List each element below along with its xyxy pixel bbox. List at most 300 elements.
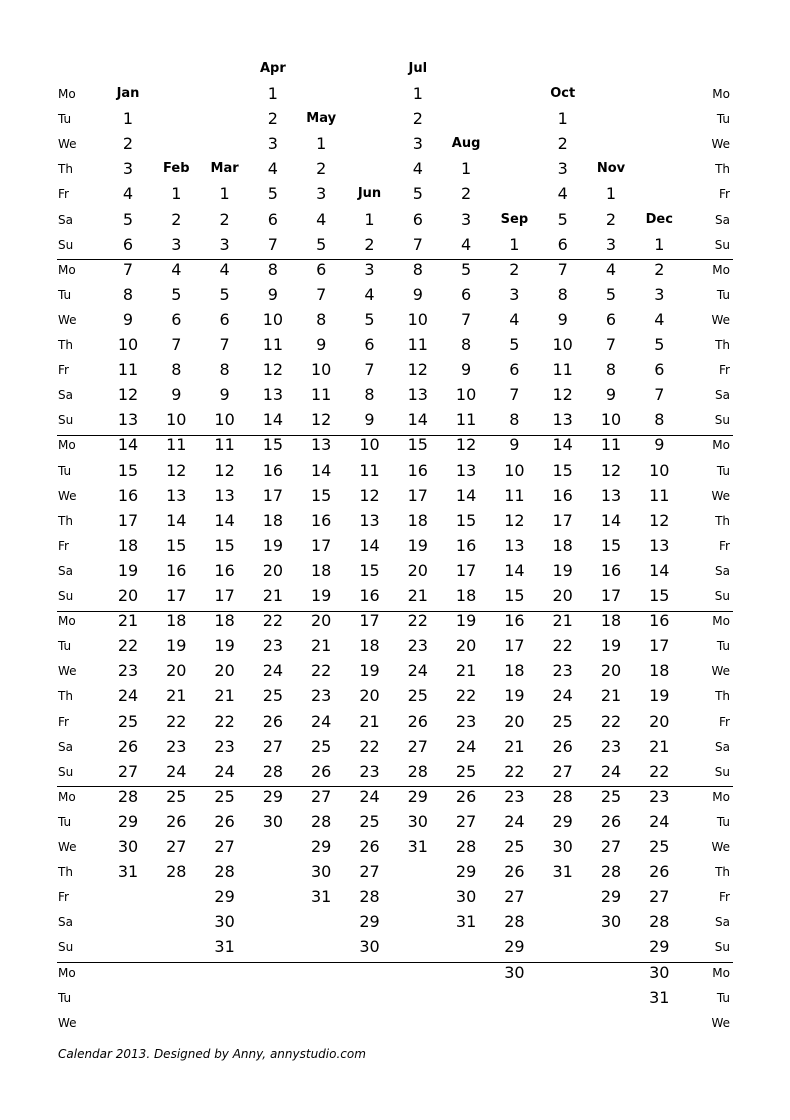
day-number: 26 xyxy=(117,736,139,756)
day-number: 27 xyxy=(407,736,428,756)
day-number: 30 xyxy=(359,937,380,957)
day-number: 2 xyxy=(219,209,230,229)
day-number: 1 xyxy=(364,209,375,229)
weekday-label-left: Su xyxy=(58,764,74,779)
day-number: 29 xyxy=(359,912,380,932)
day-number: 1 xyxy=(654,234,665,254)
day-number: 14 xyxy=(117,435,139,455)
day-number: 3 xyxy=(219,234,230,254)
day-number: 12 xyxy=(600,460,622,480)
day-number: 24 xyxy=(214,761,235,781)
day-number: 6 xyxy=(509,360,520,380)
weekday-label-right: We xyxy=(711,137,730,152)
day-number: 11 xyxy=(504,485,525,505)
day-number: 6 xyxy=(267,209,278,229)
day-number: 18 xyxy=(262,510,284,530)
day-number: 3 xyxy=(461,209,472,229)
day-number: 23 xyxy=(552,661,573,681)
month-header-dec: Dec xyxy=(645,211,673,227)
weekday-label-right: Su xyxy=(714,764,730,779)
day-number: 7 xyxy=(122,259,134,279)
day-number: 20 xyxy=(214,661,235,681)
day-number: 4 xyxy=(557,184,568,204)
day-number: 30 xyxy=(262,811,284,831)
day-number: 11 xyxy=(117,360,139,380)
day-number: 25 xyxy=(214,786,235,806)
day-number: 16 xyxy=(359,586,380,605)
weekday-label-right: Mo xyxy=(712,789,730,804)
day-number: 27 xyxy=(311,786,332,806)
day-number: 2 xyxy=(122,134,134,154)
day-number: 4 xyxy=(605,259,617,279)
day-number: 13 xyxy=(117,410,139,430)
day-number: 20 xyxy=(311,611,332,631)
day-number: 28 xyxy=(552,786,573,806)
day-number: 23 xyxy=(600,736,622,756)
day-number: 6 xyxy=(219,309,230,329)
weekday-label-left: Su xyxy=(58,237,74,252)
day-number: 15 xyxy=(649,586,670,605)
day-number: 9 xyxy=(654,435,665,455)
day-number: 12 xyxy=(214,460,235,480)
day-number: 22 xyxy=(600,711,622,731)
day-number: 28 xyxy=(117,786,139,806)
day-number: 1 xyxy=(605,184,617,204)
day-number: 17 xyxy=(600,586,622,605)
weekday-label-right: Tu xyxy=(716,990,730,1005)
month-header-jun: Jun xyxy=(357,186,382,202)
day-number: 9 xyxy=(557,309,568,329)
day-number: 11 xyxy=(407,335,428,354)
day-number: 2 xyxy=(461,184,472,204)
day-number: 28 xyxy=(262,761,284,781)
weekday-label-left: Fr xyxy=(58,714,69,729)
day-number: 2 xyxy=(605,209,617,229)
day-number: 14 xyxy=(407,410,428,430)
weekday-label-right: Mo xyxy=(712,438,730,453)
weekday-label-left: Tu xyxy=(58,112,72,127)
day-number: 20 xyxy=(166,661,187,681)
day-number: 16 xyxy=(214,560,235,580)
day-number: 29 xyxy=(600,887,622,907)
weekday-label-left: Fr xyxy=(58,187,69,202)
day-number: 7 xyxy=(412,234,423,254)
day-number: 16 xyxy=(649,611,670,631)
day-number: 15 xyxy=(552,460,573,480)
weekday-label-left: Sa xyxy=(58,563,73,578)
day-number: 24 xyxy=(262,661,284,681)
day-number: 5 xyxy=(364,309,375,329)
day-number: 10 xyxy=(117,335,139,354)
weekday-label-left: Sa xyxy=(58,739,73,754)
day-number: 31 xyxy=(407,837,428,856)
weekday-label-left: Sa xyxy=(58,388,73,403)
day-number: 4 xyxy=(509,309,520,329)
day-number: 18 xyxy=(504,661,525,681)
day-number: 14 xyxy=(552,435,573,455)
day-number: 26 xyxy=(166,811,187,831)
day-number: 24 xyxy=(407,661,428,681)
day-number: 3 xyxy=(267,134,278,154)
day-number: 30 xyxy=(117,837,139,856)
day-number: 24 xyxy=(311,711,332,731)
day-number: 14 xyxy=(600,510,622,530)
weekday-label-left: Su xyxy=(58,413,74,428)
day-number: 9 xyxy=(267,284,278,304)
day-number: 10 xyxy=(407,309,428,329)
day-number: 18 xyxy=(600,611,622,631)
day-number: 9 xyxy=(605,385,617,405)
day-number: 25 xyxy=(552,711,573,731)
day-number: 4 xyxy=(364,284,375,304)
day-number: 17 xyxy=(649,636,670,656)
day-number: 24 xyxy=(649,811,670,831)
day-number: 18 xyxy=(359,636,380,656)
day-number: 12 xyxy=(504,510,525,530)
day-number: 1 xyxy=(461,159,472,179)
day-number: 28 xyxy=(649,912,670,932)
month-header-jul: Jul xyxy=(408,60,428,76)
weekday-label-right: Su xyxy=(714,237,730,252)
day-number: 4 xyxy=(122,184,134,204)
day-number: 13 xyxy=(649,535,670,555)
day-number: 17 xyxy=(117,510,139,530)
day-number: 9 xyxy=(412,284,423,304)
day-number: 24 xyxy=(166,761,187,781)
day-number: 21 xyxy=(359,711,380,731)
day-number: 18 xyxy=(455,586,477,605)
day-number: 5 xyxy=(461,259,472,279)
day-number: 3 xyxy=(364,259,375,279)
day-number: 13 xyxy=(552,410,573,430)
day-number: 19 xyxy=(649,686,670,706)
day-number: 17 xyxy=(262,485,284,505)
day-number: 18 xyxy=(649,661,670,681)
day-number: 24 xyxy=(552,686,573,706)
day-number: 29 xyxy=(214,887,235,907)
day-number: 21 xyxy=(552,611,573,631)
day-number: 5 xyxy=(412,184,423,204)
day-number: 25 xyxy=(262,686,284,706)
day-number: 10 xyxy=(262,309,284,329)
day-number: 31 xyxy=(117,862,139,882)
day-number: 4 xyxy=(171,259,182,279)
day-number: 30 xyxy=(552,837,573,856)
day-number: 22 xyxy=(359,736,380,756)
day-number: 7 xyxy=(171,335,182,354)
day-number: 15 xyxy=(600,535,622,555)
day-number: 12 xyxy=(552,385,573,405)
day-number: 31 xyxy=(649,987,670,1007)
day-number: 2 xyxy=(364,234,375,254)
day-number: 7 xyxy=(461,309,472,329)
day-number: 14 xyxy=(359,535,380,555)
weekday-label-right: Su xyxy=(714,589,730,603)
weekday-label-left: Tu xyxy=(58,463,72,478)
month-header-apr: Apr xyxy=(260,60,286,76)
weekday-label-left: We xyxy=(58,840,77,854)
day-number: 7 xyxy=(557,259,568,279)
day-number: 18 xyxy=(214,611,235,631)
day-number: 1 xyxy=(412,84,423,103)
day-number: 29 xyxy=(649,937,670,957)
day-number: 26 xyxy=(262,711,284,731)
day-number: 8 xyxy=(171,360,182,380)
day-number: 20 xyxy=(262,560,284,580)
day-number: 3 xyxy=(316,184,327,204)
day-number: 5 xyxy=(316,234,327,254)
day-number: 16 xyxy=(262,460,284,480)
day-number: 30 xyxy=(407,811,428,831)
weekday-label-left: We xyxy=(58,1015,77,1030)
day-number: 10 xyxy=(214,410,235,430)
day-number: 2 xyxy=(267,109,278,129)
day-number: 16 xyxy=(407,460,428,480)
weekday-label-right: Tu xyxy=(716,814,730,829)
day-number: 25 xyxy=(311,736,332,756)
day-number: 22 xyxy=(262,611,284,631)
day-number: 1 xyxy=(171,184,182,204)
day-number: 10 xyxy=(166,410,187,430)
day-number: 5 xyxy=(219,284,230,304)
day-number: 7 xyxy=(509,385,520,405)
weekday-label-right: Tu xyxy=(716,287,730,302)
day-number: 19 xyxy=(455,611,477,631)
day-number: 21 xyxy=(649,736,670,756)
day-number: 28 xyxy=(214,862,235,882)
day-number: 29 xyxy=(117,811,139,831)
day-number: 15 xyxy=(117,460,139,480)
day-number: 6 xyxy=(412,209,423,229)
day-number: 25 xyxy=(359,811,380,831)
day-number: 27 xyxy=(504,887,525,907)
day-number: 8 xyxy=(219,360,230,380)
day-number: 14 xyxy=(166,510,187,530)
day-number: 4 xyxy=(412,159,423,179)
weekday-label-left: Tu xyxy=(58,814,72,829)
day-number: 19 xyxy=(117,560,139,580)
day-number: 18 xyxy=(552,535,573,555)
weekday-label-right: Mo xyxy=(712,87,730,101)
weekday-label-left: Th xyxy=(58,689,73,704)
day-number: 11 xyxy=(359,460,380,480)
weekday-label-right: Mo xyxy=(712,614,730,629)
day-number: 19 xyxy=(214,636,235,656)
day-number: 25 xyxy=(504,837,525,856)
day-number: 27 xyxy=(359,862,380,882)
day-number: 2 xyxy=(412,109,423,129)
weekday-label-right: Fr xyxy=(719,890,730,905)
month-header-nov: Nov xyxy=(596,161,626,177)
weekday-label-right: Mo xyxy=(712,262,730,277)
weekday-label-left: Fr xyxy=(58,363,69,378)
day-number: 5 xyxy=(654,335,665,354)
day-number: 2 xyxy=(509,259,520,279)
day-number: 17 xyxy=(311,535,332,555)
day-number: 8 xyxy=(654,410,665,430)
weekday-label-right: Sa xyxy=(715,212,730,227)
day-number: 20 xyxy=(504,711,525,731)
day-number: 11 xyxy=(166,435,187,455)
weekday-label-left: Mo xyxy=(58,614,76,629)
day-number: 23 xyxy=(407,636,428,656)
day-number: 26 xyxy=(600,811,622,831)
day-number: 29 xyxy=(407,786,428,806)
weekday-label-right: We xyxy=(711,488,730,503)
day-number: 21 xyxy=(600,686,622,706)
day-number: 26 xyxy=(214,811,235,831)
day-number: 3 xyxy=(412,134,423,154)
weekday-label-left: Th xyxy=(58,513,73,528)
weekday-label-left: Mo xyxy=(58,789,76,804)
weekday-label-right: Su xyxy=(714,413,730,428)
day-number: 24 xyxy=(455,736,477,756)
weekday-label-right: We xyxy=(711,312,730,327)
day-number: 8 xyxy=(461,335,472,354)
day-number: 26 xyxy=(455,786,477,806)
day-number: 8 xyxy=(364,385,375,405)
weekday-label-right: We xyxy=(711,664,730,679)
day-number: 25 xyxy=(407,686,428,706)
day-number: 10 xyxy=(552,335,573,354)
day-number: 26 xyxy=(649,862,670,882)
day-number: 27 xyxy=(600,837,622,856)
day-number: 19 xyxy=(262,535,284,555)
day-number: 6 xyxy=(461,284,472,304)
day-number: 23 xyxy=(311,686,332,706)
weekday-label-left: Mo xyxy=(58,965,76,980)
day-number: 14 xyxy=(455,485,477,505)
day-number: 10 xyxy=(311,360,332,380)
day-number: 15 xyxy=(359,560,380,580)
day-number: 7 xyxy=(605,335,617,354)
day-number: 16 xyxy=(455,535,477,555)
day-number: 11 xyxy=(455,410,477,430)
day-number: 9 xyxy=(364,410,375,430)
day-number: 8 xyxy=(557,284,568,304)
day-number: 19 xyxy=(359,661,380,681)
day-number: 2 xyxy=(316,159,327,179)
day-number: 27 xyxy=(214,837,235,856)
day-number: 11 xyxy=(649,485,670,505)
day-number: 9 xyxy=(171,385,182,405)
day-number: 31 xyxy=(455,912,477,932)
day-number: 19 xyxy=(311,586,332,605)
day-number: 4 xyxy=(654,309,665,329)
day-number: 8 xyxy=(122,284,134,304)
day-number: 24 xyxy=(117,686,139,706)
day-number: 1 xyxy=(509,234,520,254)
day-number: 16 xyxy=(117,485,139,505)
weekday-label-right: Fr xyxy=(719,538,730,553)
day-number: 8 xyxy=(509,410,520,430)
day-number: 22 xyxy=(311,661,332,681)
day-number: 31 xyxy=(214,937,235,957)
day-number: 27 xyxy=(262,736,284,756)
day-number: 10 xyxy=(504,460,525,480)
day-number: 22 xyxy=(117,636,139,656)
weekday-label-right: Fr xyxy=(719,714,730,729)
day-number: 8 xyxy=(412,259,423,279)
day-number: 28 xyxy=(455,837,477,856)
weekday-label-left: Th xyxy=(58,865,73,880)
day-number: 15 xyxy=(262,435,284,455)
day-number: 28 xyxy=(504,912,525,932)
day-number: 20 xyxy=(455,636,477,656)
day-number: 8 xyxy=(316,309,327,329)
weekday-label-right: Sa xyxy=(715,388,730,403)
month-header-jan: Jan xyxy=(116,86,140,101)
day-number: 27 xyxy=(552,761,573,781)
day-number: 5 xyxy=(509,335,520,354)
weekday-label-left: Mo xyxy=(58,262,76,277)
day-number: 22 xyxy=(166,711,187,731)
day-number: 15 xyxy=(455,510,477,530)
day-number: 9 xyxy=(316,335,327,354)
day-number: 28 xyxy=(359,887,380,907)
day-number: 25 xyxy=(166,786,187,806)
day-number: 2 xyxy=(171,209,182,229)
day-number: 21 xyxy=(262,586,284,605)
day-number: 22 xyxy=(214,711,235,731)
day-number: 25 xyxy=(600,786,622,806)
day-number: 3 xyxy=(605,234,617,254)
day-number: 25 xyxy=(649,837,670,856)
day-number: 6 xyxy=(364,335,375,354)
day-number: 4 xyxy=(267,159,278,179)
day-number: 23 xyxy=(359,761,380,781)
weekday-label-right: Th xyxy=(715,865,730,880)
day-number: 4 xyxy=(219,259,230,279)
day-number: 30 xyxy=(311,862,332,882)
day-number: 23 xyxy=(262,636,284,656)
weekday-label-left: Su xyxy=(58,940,74,955)
month-header-oct: Oct xyxy=(550,86,576,101)
day-number: 30 xyxy=(214,912,235,932)
day-number: 7 xyxy=(267,234,278,254)
day-number: 15 xyxy=(504,586,525,605)
day-number: 24 xyxy=(359,786,380,806)
weekday-label-right: Sa xyxy=(715,739,730,754)
day-number: 18 xyxy=(166,611,187,631)
day-number: 20 xyxy=(552,586,573,605)
day-number: 16 xyxy=(311,510,332,530)
day-number: 10 xyxy=(359,435,380,455)
day-number: 30 xyxy=(504,962,525,982)
weekday-label-left: Tu xyxy=(58,639,72,654)
day-number: 3 xyxy=(509,284,520,304)
day-number: 13 xyxy=(455,460,477,480)
day-number: 26 xyxy=(359,837,380,856)
day-number: 25 xyxy=(455,761,477,781)
day-number: 5 xyxy=(122,209,134,229)
day-number: 13 xyxy=(166,485,187,505)
day-number: 16 xyxy=(552,485,573,505)
day-number: 29 xyxy=(262,786,284,806)
day-number: 11 xyxy=(600,435,622,455)
day-number: 13 xyxy=(262,385,284,405)
day-number: 9 xyxy=(219,385,230,405)
day-number: 21 xyxy=(504,736,525,756)
day-number: 6 xyxy=(122,234,134,254)
day-number: 12 xyxy=(311,410,332,430)
day-number: 19 xyxy=(407,535,428,555)
month-header-feb: Feb xyxy=(163,161,190,177)
day-number: 2 xyxy=(557,134,568,154)
day-number: 18 xyxy=(311,560,332,580)
day-number: 8 xyxy=(267,259,278,279)
day-number: 5 xyxy=(605,284,617,304)
